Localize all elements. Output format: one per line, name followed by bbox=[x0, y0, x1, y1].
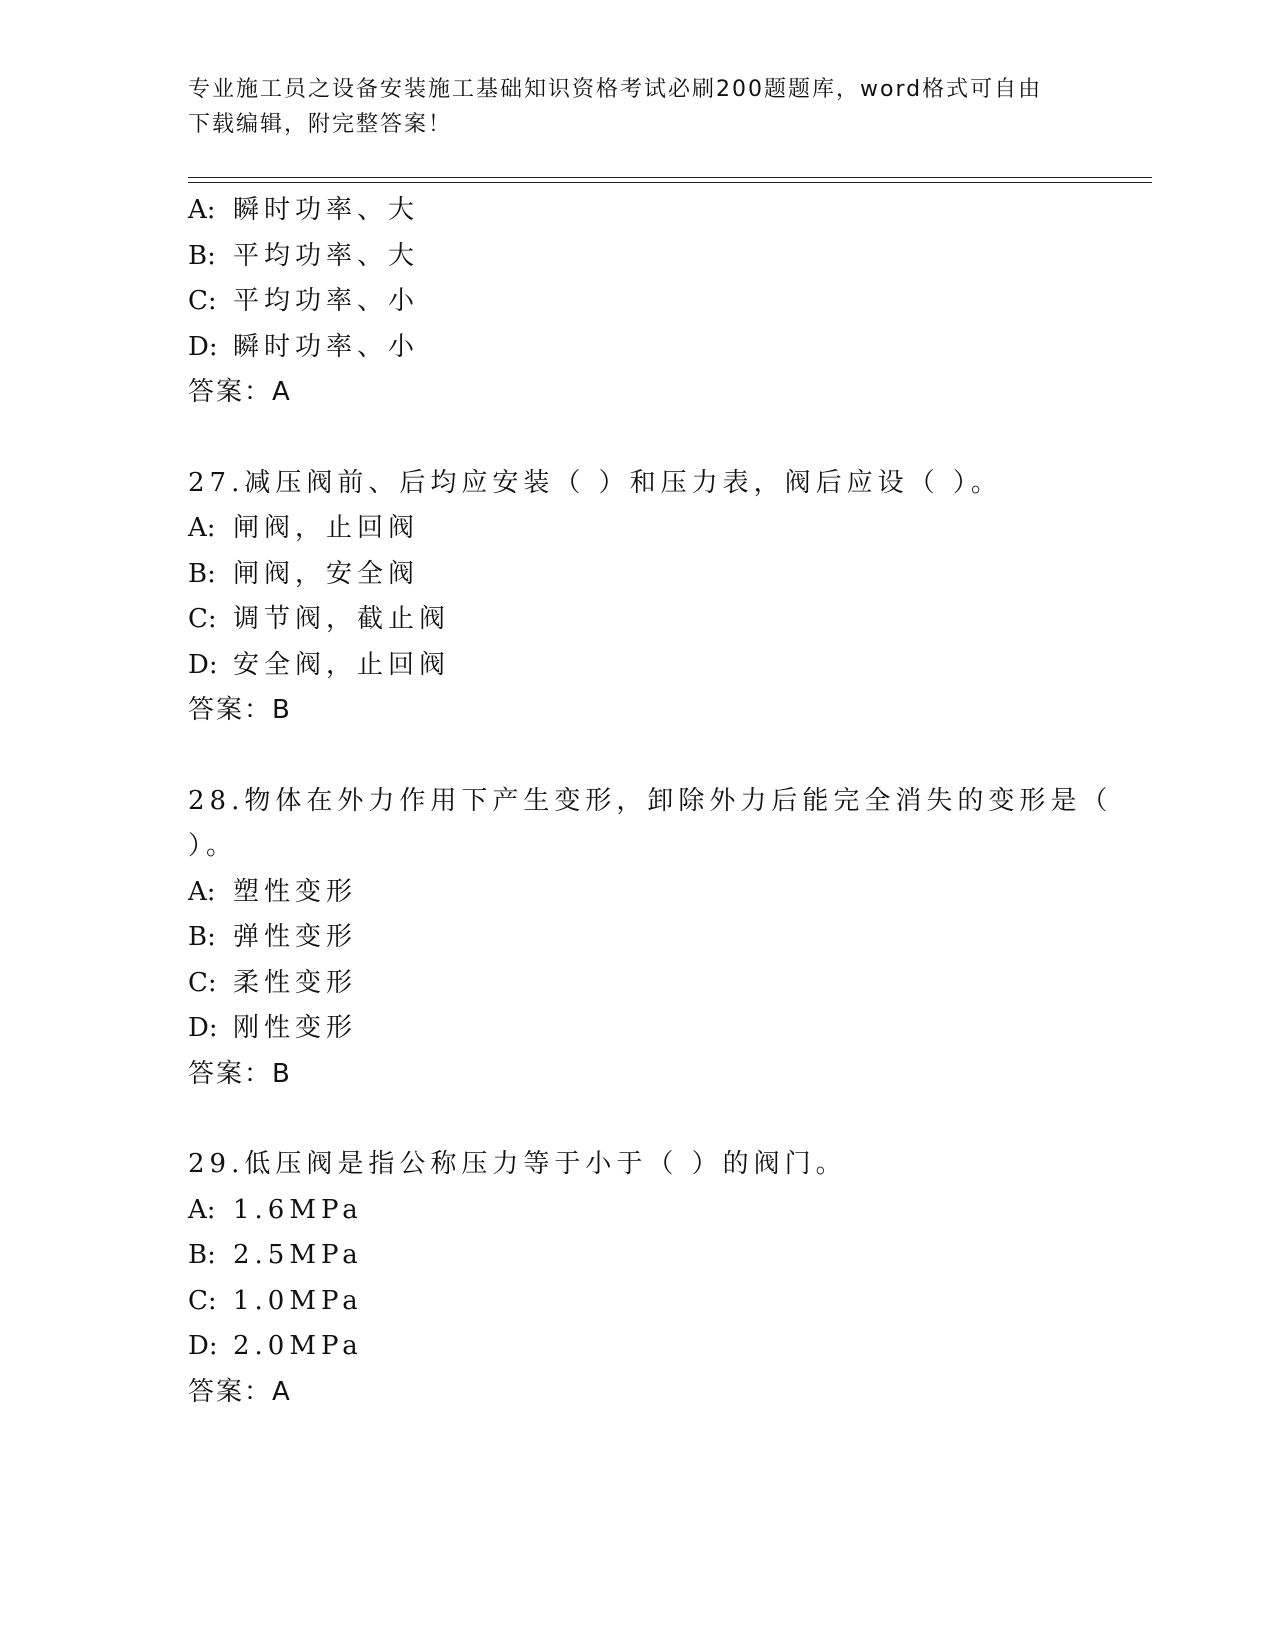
question-list bbox=[188, 188, 1152, 1415]
header-line-1: 专业施工员之设备安装施工基础知识资格考试必刷200题题库，word格式可自由 bbox=[188, 77, 1043, 102]
option-c bbox=[188, 1279, 1152, 1325]
option-prefix: D: bbox=[188, 649, 218, 680]
answer-line: 答案：A bbox=[188, 1376, 292, 1407]
option-prefix: D: bbox=[188, 331, 218, 362]
option-a bbox=[188, 188, 1152, 234]
question-text-continued: ）。 bbox=[188, 831, 238, 861]
spacer bbox=[188, 1097, 1152, 1142]
option-prefix: D: bbox=[188, 1331, 218, 1361]
option-text: 2.5MPa bbox=[233, 1240, 363, 1270]
option-prefix: B: bbox=[188, 558, 216, 589]
option-prefix: B: bbox=[188, 240, 216, 271]
option-d bbox=[188, 643, 1152, 689]
option-b bbox=[188, 234, 1152, 280]
option-prefix: A: bbox=[188, 513, 216, 543]
option-text: 闸阀，安全阀 bbox=[233, 558, 420, 589]
option-prefix: A: bbox=[188, 876, 216, 907]
option-text: 塑性变形 bbox=[233, 876, 358, 907]
option-prefix: C: bbox=[188, 604, 217, 634]
option-a bbox=[188, 870, 1152, 916]
option-prefix: B: bbox=[188, 1240, 216, 1270]
option-text: 1.0MPa bbox=[233, 1285, 363, 1316]
option-prefix: A: bbox=[188, 195, 216, 225]
question-29-block bbox=[188, 1142, 1152, 1415]
option-text: 平均功率、大 bbox=[233, 240, 420, 271]
answer-line: 答案：A bbox=[188, 377, 292, 407]
option-text: 调节阀，截止阀 bbox=[233, 604, 451, 634]
option-text: 瞬时功率、小 bbox=[233, 331, 420, 362]
header-line-2: 下载编辑，附完整答案！ bbox=[188, 112, 453, 137]
option-d bbox=[188, 325, 1152, 371]
spacer bbox=[188, 734, 1152, 779]
answer-line: 答案：B bbox=[188, 695, 292, 725]
option-prefix: A: bbox=[188, 1194, 216, 1225]
option-c bbox=[188, 961, 1152, 1007]
option-d bbox=[188, 1324, 1152, 1370]
option-d bbox=[188, 1006, 1152, 1052]
option-prefix: C: bbox=[188, 967, 217, 998]
option-text: 柔性变形 bbox=[233, 967, 358, 998]
option-a bbox=[188, 1188, 1152, 1234]
option-text: 刚性变形 bbox=[233, 1013, 358, 1043]
option-b bbox=[188, 915, 1152, 961]
option-text: 瞬时功率、大 bbox=[233, 195, 420, 225]
header-divider-top bbox=[188, 177, 1152, 178]
option-prefix: C: bbox=[188, 1285, 217, 1316]
question-28-block bbox=[188, 779, 1152, 1098]
option-text: 2.0MPa bbox=[233, 1331, 363, 1361]
question-text: 27.减压阀前、后均应安装（ ）和压力表，阀后应设（ ）。 bbox=[188, 467, 1002, 498]
document-header bbox=[188, 72, 1068, 142]
option-c bbox=[188, 597, 1152, 643]
question-27-block bbox=[188, 461, 1152, 734]
option-text: 1.6MPa bbox=[233, 1194, 363, 1225]
option-b bbox=[188, 552, 1152, 598]
option-text: 弹性变形 bbox=[233, 922, 358, 952]
question-26-block bbox=[188, 188, 1152, 416]
option-prefix: C: bbox=[188, 286, 217, 316]
question-text: 29.低压阀是指公称压力等于小于（ ）的阀门。 bbox=[188, 1149, 847, 1179]
question-text: 28.物体在外力作用下产生变形，卸除外力后能完全消失的变形是（ bbox=[188, 785, 1113, 816]
option-prefix: D: bbox=[188, 1013, 218, 1043]
header-divider-bottom bbox=[188, 182, 1152, 183]
option-text: 闸阀，止回阀 bbox=[233, 513, 420, 543]
option-prefix: B: bbox=[188, 922, 216, 952]
option-a bbox=[188, 506, 1152, 552]
answer-line: 答案：B bbox=[188, 1058, 292, 1089]
option-b bbox=[188, 1233, 1152, 1279]
option-c bbox=[188, 279, 1152, 325]
option-text: 平均功率、小 bbox=[233, 286, 420, 316]
option-text: 安全阀，止回阀 bbox=[233, 649, 451, 680]
spacer bbox=[188, 416, 1152, 461]
